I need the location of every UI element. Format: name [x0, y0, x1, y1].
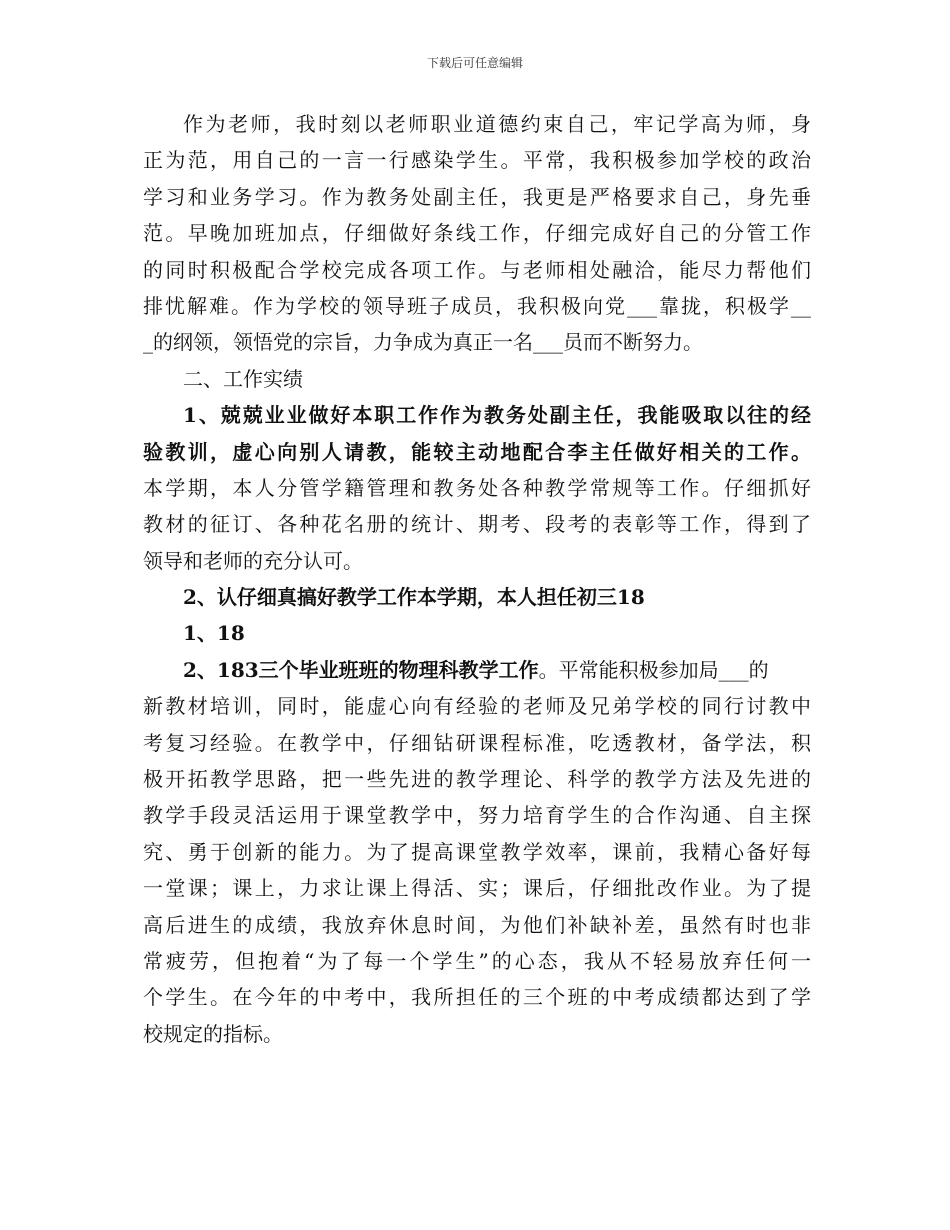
- paragraph-line: 一堂课；课上，力求让课上得活、实；课后，仔细批改作业。为了提: [143, 876, 811, 901]
- paragraph-line: 校规定的指标。: [143, 1021, 283, 1046]
- paragraph-line: 究、勇于创新的能力。为了提高课堂教学效率，课前，我精心备好每: [143, 839, 811, 864]
- paragraph-line: 教材的征订、各种花名册的统计、期考、段考的表彰等工作，得到了: [143, 512, 811, 537]
- item-heading: 2、认仔细真搞好教学工作本学期，本人担任初三18: [183, 585, 645, 610]
- paragraph-line: 排忧解难。作为学校的领导班子成员，我积极向党___靠拢，积极学__: [143, 293, 811, 318]
- item-heading: 1、18: [183, 621, 245, 646]
- page-header-note: 下载后可任意编辑: [426, 56, 523, 70]
- paragraph-line: 学习和业务学习。作为教务处副主任，我更是严格要求自己，身先垂: [143, 184, 811, 209]
- item-heading: 1、兢兢业业做好本职工作作为教务处副主任，我能吸取以往的经: [183, 403, 811, 428]
- item-heading-inline: 2、183三个毕业班班的物理科教学工作: [183, 657, 539, 682]
- paragraph-line: 个学生。在今年的中考中，我所担任的三个班的中考成绩都达到了学: [143, 985, 811, 1010]
- paragraph-line: [143, 652, 811, 688]
- paragraph-line: 考复习经验。在教学中，仔细钻研课程标准，吃透教材，备学法，积: [143, 730, 811, 755]
- paragraph-line: 本学期，本人分管学籍管理和教务处各种教学常规等工作。仔细抓好: [143, 475, 811, 500]
- section-heading: 二、工作实绩: [183, 366, 303, 391]
- document-body: [143, 106, 811, 1052]
- paragraph-line: 教学手段灵活运用于课堂教学中，努力培育学生的合作沟通、自主探: [143, 803, 811, 828]
- paragraph-line: 常疲劳，但抱着“为了每一个学生”的心态，我从不轻易放弃任何一: [143, 948, 811, 973]
- paragraph-line: 领导和老师的充分认可。: [143, 548, 363, 573]
- paragraph-text: 。平常能积极参加局___的: [538, 657, 769, 682]
- paragraph-line: _的纲领，领悟党的宗旨，力争成为真正一名___员而不断努力。: [143, 330, 703, 355]
- paragraph-line: 范。早晚加班加点，仔细做好条线工作，仔细完成好自己的分管工作: [143, 221, 811, 246]
- item-heading: 验教训，虚心向别人请教，能较主动地配合李主任做好相关的工作。: [143, 439, 811, 464]
- paragraph-line: 正为范，用自己的一言一行感染学生。平常，我积极参加学校的政治: [143, 148, 811, 173]
- paragraph-line: 的同时积极配合学校完成各项工作。与老师相处融洽，能尽力帮他们: [143, 257, 811, 282]
- paragraph-line: 作为老师，我时刻以老师职业道德约束自己，牢记学高为师，身: [183, 112, 811, 136]
- paragraph-line: 高后进生的成绩，我放弃休息时间，为他们补缺补差，虽然有时也非: [143, 912, 811, 937]
- paragraph-line: 新教材培训，同时，能虚心向有经验的老师及兄弟学校的同行讨教中: [143, 694, 811, 719]
- paragraph-line: 极开拓教学思路，把一些先进的教学理论、科学的教学方法及先进的: [143, 767, 811, 792]
